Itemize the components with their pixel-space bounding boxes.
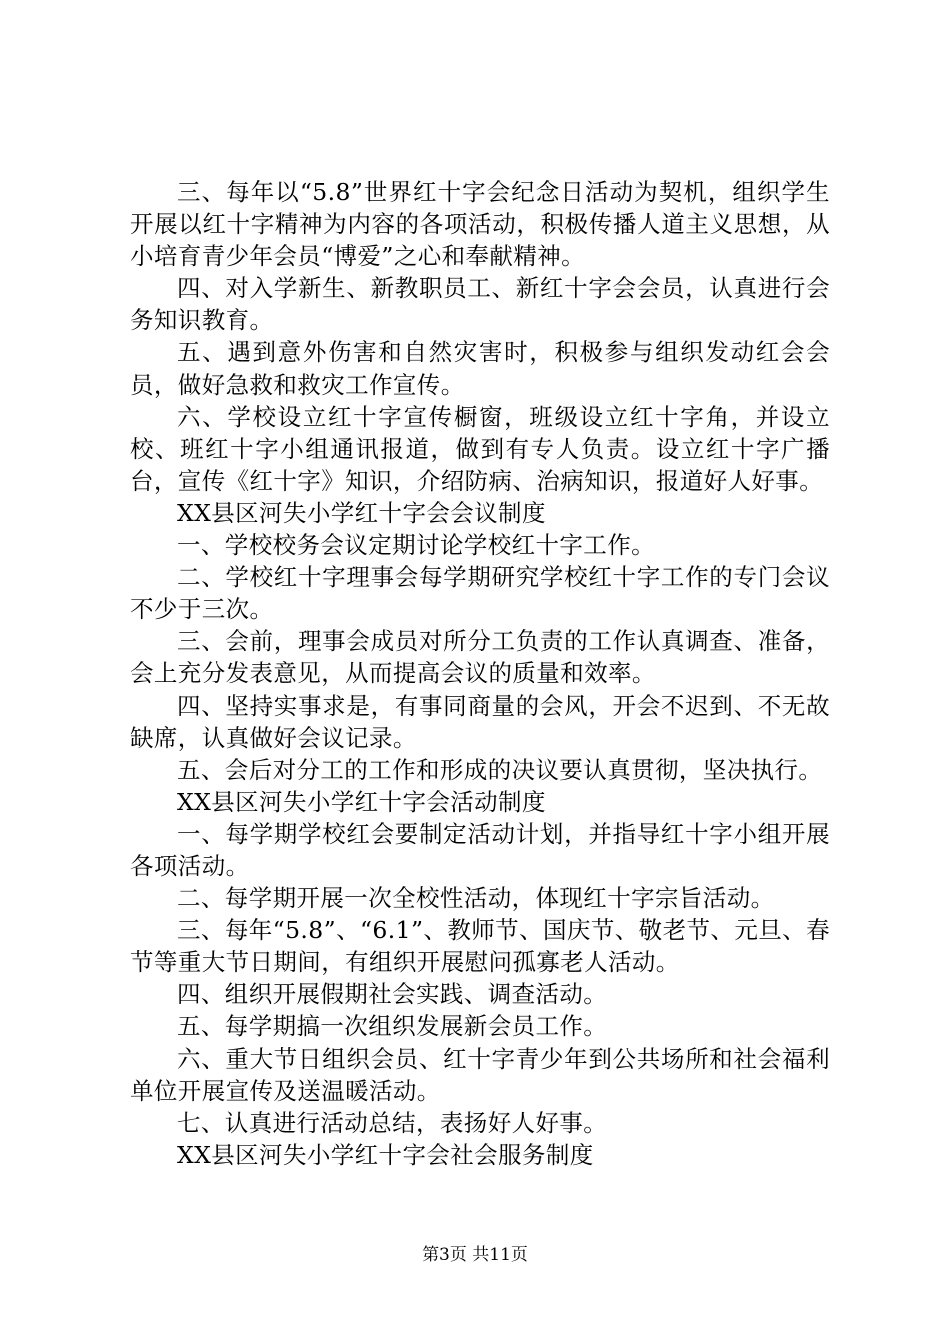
paragraph: 五、会后对分工的工作和形成的决议要认真贯彻，坚决执行。 xyxy=(177,755,823,784)
paragraph: 一、每学期学校红会要制定活动计划，并指导红十字小组开展各项活动。 xyxy=(130,819,830,880)
paragraph: 一、学校校务会议定期讨论学校红十字工作。 xyxy=(177,531,655,560)
page-number-label: 第3页 共11页 xyxy=(422,1245,528,1265)
section-heading: XX县区河失小学红十字会会议制度 xyxy=(177,498,546,527)
paragraph: 五、遇到意外伤害和自然灾害时，积极参与组织发动红会会员，做好急救和救灾工作宣传。 xyxy=(130,338,830,399)
paragraph: 四、对入学新生、新教职员工、新红十字会会员，认真进行会务知识教育。 xyxy=(130,274,830,335)
paragraph: 五、每学期搞一次组织发展新会员工作。 xyxy=(177,1012,608,1041)
page-footer xyxy=(0,1245,950,1265)
section-heading: XX县区河失小学红十字会活动制度 xyxy=(177,787,546,816)
document-body xyxy=(130,176,830,1171)
paragraph: 三、会前，理事会成员对所分工负责的工作认真调查、准备，会上充分发表意见，从而提高会议的质量和效率。 xyxy=(130,627,830,688)
paragraph: 七、认真进行活动总结，表扬好人好事。 xyxy=(177,1108,608,1137)
paragraph: 六、学校设立红十字宣传橱窗，班级设立红十字角，并设立校、班红十字小组通讯报道，做到有专人负责。设立红十字广播台，宣传《红十字》知识，介绍防病、治病知识，报道好人好事。 xyxy=(130,402,830,495)
paragraph: 三、每年以“5.8”世界红十字会纪念日活动为契机，组织学生开展以红十字精神为内容的各项活动，积极传播人道主义思想，从小培育青少年会员“博爱”之心和奉献精神。 xyxy=(130,178,830,271)
paragraph: 六、重大节日组织会员、红十字青少年到公共场所和社会福利单位开展宣传及送温暖活动。 xyxy=(130,1044,830,1105)
paragraph: 二、学校红十字理事会每学期研究学校红十字工作的专门会议不少于三次。 xyxy=(130,563,830,624)
paragraph: 二、每学期开展一次全校性活动，体现红十字宗旨活动。 xyxy=(177,884,775,913)
paragraph: 四、组织开展假期社会实践、调查活动。 xyxy=(177,980,608,1009)
paragraph: 三、每年“5.8”、“6.1”、教师节、国庆节、敬老节、元旦、春节等重大节日期间，有组织开展慰问孤寡老人活动。 xyxy=(130,916,830,977)
section-heading: XX县区河失小学红十字会社会服务制度 xyxy=(177,1140,594,1169)
paragraph: 四、坚持实事求是，有事同商量的会风，开会不迟到、不无故缺席，认真做好会议记录。 xyxy=(130,691,830,752)
